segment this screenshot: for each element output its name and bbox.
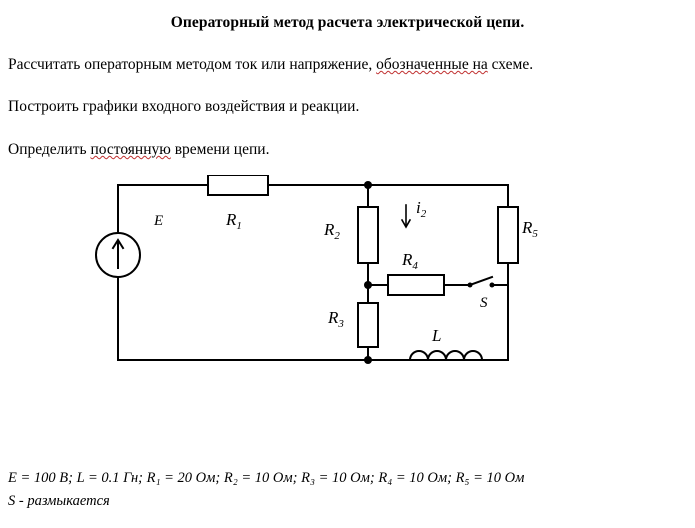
label-r2: $R_2$ <box>323 220 340 243</box>
values-line-2: S - размыкается <box>8 492 110 509</box>
label-l: L <box>431 326 441 346</box>
inductor-l <box>410 351 482 360</box>
task3-prefix: Определить <box>8 140 91 158</box>
paragraph-task2: Построить графики входного воздействия и реакции. <box>8 98 360 116</box>
paragraph-task3 <box>0 139 695 161</box>
task3-marked: постоянную <box>90 140 171 158</box>
task1-suffix: схеме. <box>487 56 534 73</box>
label-r4: $R_4$ <box>401 250 418 273</box>
resistor-r5 <box>498 207 518 263</box>
resistor-r2 <box>358 207 378 263</box>
values-line-1: E = 100 В; L = 0.1 Гн; R₁ = 20 Ом; R₂ = 10 Ом; R₃ = 10 Ом; R₄ = 10 Ом; R₅ = 10 Ом <box>8 470 525 487</box>
document-page <box>0 14 695 528</box>
resistor-r4 <box>388 275 444 295</box>
label-r3: $R_3$ <box>327 308 344 331</box>
resistor-r1 <box>208 175 268 195</box>
switch-blade <box>470 277 492 285</box>
node-top <box>364 181 372 189</box>
switch-contact-left <box>467 283 472 288</box>
given-values <box>8 467 524 512</box>
circuit-diagram <box>0 175 695 380</box>
task1-prefix: Рассчитать операторным методом ток или напряжение, <box>8 56 377 73</box>
resistor-r3 <box>358 303 378 347</box>
label-r1: $R_1$ <box>225 210 242 233</box>
label-i2: $i_2$ <box>415 198 426 221</box>
label-s: S <box>479 295 487 312</box>
circuit-svg <box>88 175 608 375</box>
task3-suffix: времени цепи. <box>170 140 270 158</box>
node-bottom <box>364 356 372 364</box>
page-title: Операторный метод расчета электрической цепи. <box>170 14 525 31</box>
label-r5: $R_5$ <box>521 218 538 241</box>
label-e: E <box>153 213 163 230</box>
paragraph-task1 <box>0 54 695 76</box>
switch-contact-right <box>489 283 494 288</box>
task1-marked: обозначенные на <box>376 56 488 73</box>
node-mid <box>364 281 372 289</box>
